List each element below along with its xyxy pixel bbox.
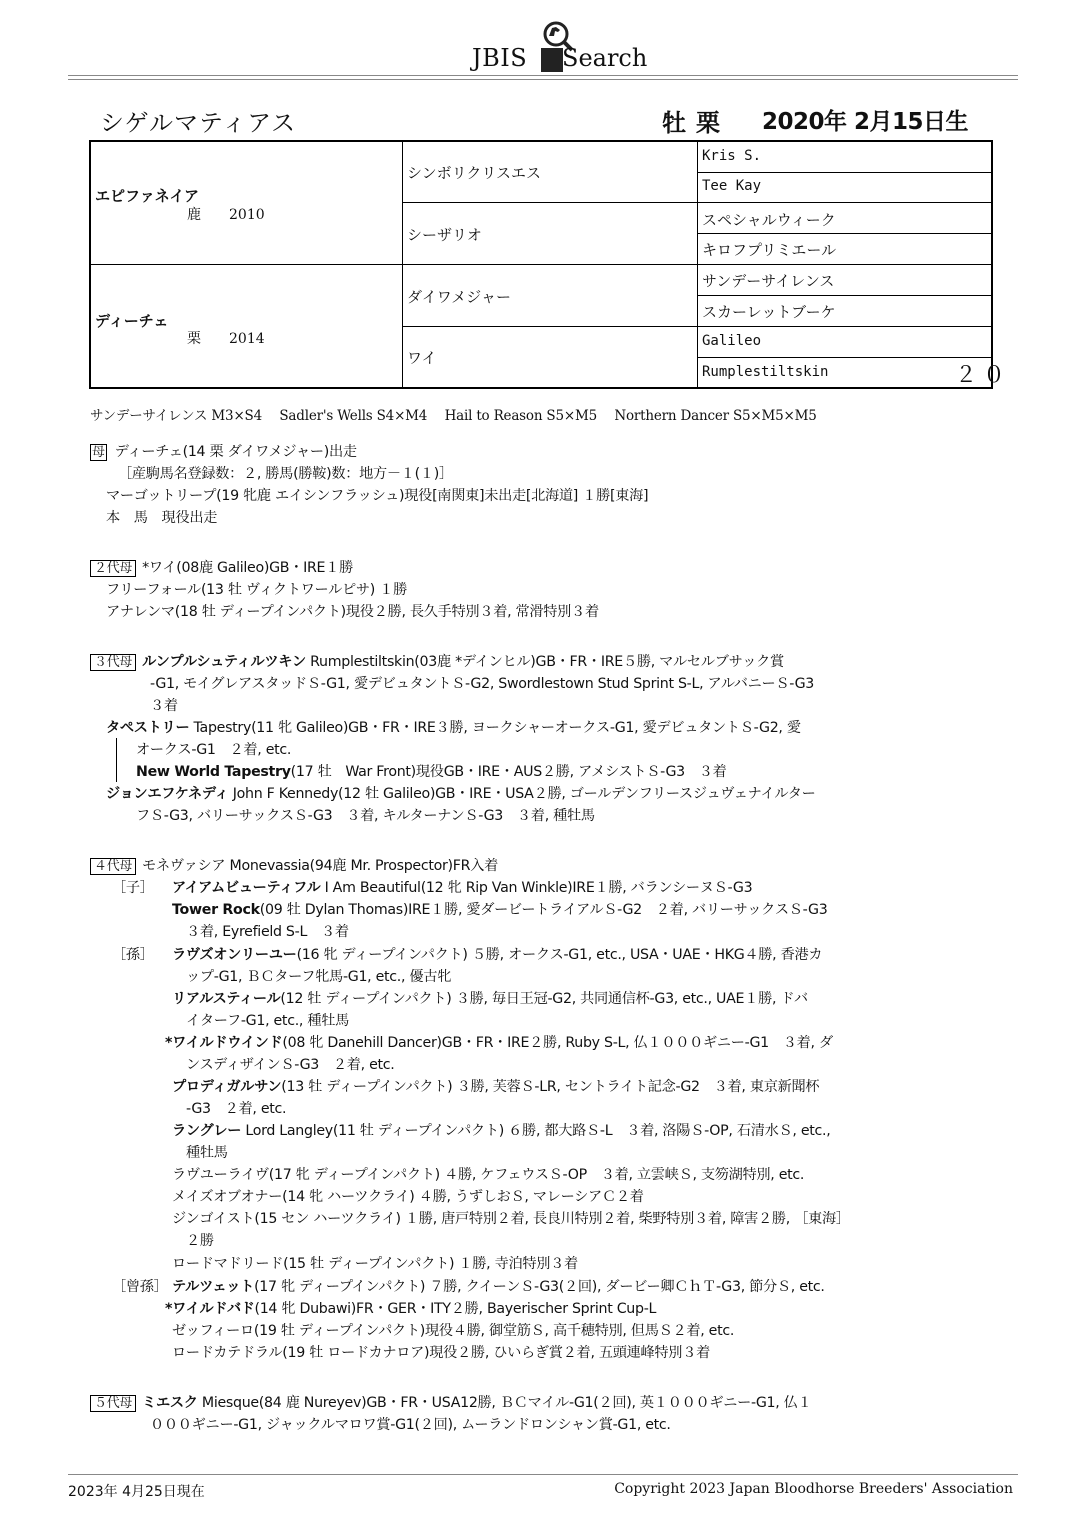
horse-name: シゲルマティアス <box>100 109 297 137</box>
gen4-grandchild-3: *ワイルドウインド(08 牝 Danehill Dancer)GB・FR・IRE２勝, Ruby S-L, 仏１０００ギニー-G1 ３着, ダ <box>165 1035 833 1051</box>
gen3-progeny-grandchild: New World Tapestry(17 牡 War Front)現役GB・IRE・AUS２勝, アメシストＳ-G3 ３着 <box>136 764 727 780</box>
progeny-name[interactable]: プロディガルサン <box>172 1079 282 1095</box>
dam-progeny-self: 本 馬 現役出走 <box>106 510 218 526</box>
ped-gen3-3[interactable]: スペシャルウィーク <box>702 211 836 229</box>
progeny-name[interactable]: *ワイルドウインド <box>165 1035 283 1051</box>
ped-gen2-dam-dam[interactable]: ワイ <box>407 349 437 367</box>
logo-search-text: Search <box>562 44 648 72</box>
gen4-child-1: アイアムビューティフル I Am Beautiful(12 牝 Rip Van Winkle)IRE１勝, バランシーヌＳ-G3 <box>172 880 753 896</box>
gen3-label: ３代母 <box>90 654 136 671</box>
gen4-cont: ３着, Eyrefield S-L ３着 <box>186 924 349 940</box>
gen3-section-line: ３代母 ルンプルシュティルツキン Rumplestiltskin(03鹿 *デインヒル)GB・FR・IRE５勝, マルセルブサック賞 <box>90 651 784 671</box>
gen3-cont: -G1, モイグレアスタッドＳ-G1, 愛デビュタントＳ-G2, Swordlestown Stud Sprint S-L, アルバニーＳ-G3 <box>150 676 815 692</box>
pedigree-table <box>89 140 1012 389</box>
gen4-grandchild-6[interactable]: ラヴユーライヴ(17 牝 ディープインパクト) ４勝, ケフェウスＳ-OP ３着, 立雲峡Ｓ, 支笏湖特別, etc. <box>172 1167 805 1183</box>
progeny-name[interactable]: Tower Rock <box>172 902 260 918</box>
gen4-grandchild-2: リアルスティール(12 牡 ディープインパクト) ３勝, 毎日王冠-G2, 共同通信杯-G3, etc., UAE１勝, ドバ <box>172 991 808 1007</box>
gen3-cont: ３着 <box>150 698 178 714</box>
gen4-great-3[interactable]: ゼッフィーロ(19 牡 ディープインパクト)現役４勝, 御堂筋Ｓ, 高千穂特別, 但馬Ｓ２着, etc. <box>172 1323 735 1339</box>
ped-gen2-dam-sire[interactable]: ダイワメジャー <box>407 288 511 306</box>
dam-progeny-summary: ［産駒馬名登録数：２, 勝馬(勝鞍)数：地方－１(１)］ <box>118 466 453 482</box>
gen4-great-4[interactable]: ロードカテドラル(19 牡 ロードカナロア)現役２勝, ひいらぎ賞２着, 五頭連峰特別３着 <box>172 1345 710 1361</box>
family-number: ２０ <box>955 363 1012 388</box>
tag-child: ［子］ <box>112 880 154 896</box>
progeny-name[interactable]: ラングレー <box>172 1123 242 1139</box>
gen4-child-2: Tower Rock(09 牡 Dylan Thomas)IRE１勝, 愛ダービートライアルＳ-G2 ２着, バリーサックスＳ-G3 <box>172 902 828 918</box>
gen4-great-2: *ワイルドバド(14 牝 Dubawi)FR・GER・ITY２勝, Bayerischer Sprint Cup-L <box>165 1301 657 1317</box>
progeny-name[interactable]: タペストリー <box>106 720 190 736</box>
gen3-progeny-1: タペストリー Tapestry(11 牝 Galileo)GB・FR・IRE３勝, ヨークシャーオークス-G1, 愛デビュタントＳ-G2, 愛 <box>106 720 801 736</box>
gen4-grandchild-7[interactable]: メイズオブオナー(14 牝 ハーツクライ) ４勝, うずしおＳ, マレーシアＣ２着 <box>172 1189 644 1205</box>
ped-gen2-sire-dam[interactable]: シーザリオ <box>407 226 482 244</box>
ped-gen3-8[interactable]: Rumplestiltskin <box>702 364 829 380</box>
dam-info: 栗 2014 <box>187 331 265 347</box>
ped-gen2-sire-sire[interactable]: シンボリクリスエス <box>407 164 542 182</box>
dam-label: 母 <box>92 445 105 460</box>
progeny-name[interactable]: ジョンエフケネディ <box>106 786 229 802</box>
ped-gen3-7[interactable]: Galileo <box>702 333 762 349</box>
sire-info: 鹿 2010 <box>187 207 265 223</box>
gen4-grandchild-9[interactable]: ロードマドリード(15 牡 ディープインパクト) １勝, 寺泊特別３着 <box>172 1256 578 1272</box>
progeny-name[interactable]: アイアムビューティフル <box>172 880 321 896</box>
tag-great-grandchild: ［曾孫］ <box>112 1279 168 1295</box>
copyright: Copyright 2023 Japan Bloodhorse Breeders' Association <box>614 1481 1013 1497</box>
progeny-name[interactable]: *ワイルドバド <box>165 1301 255 1317</box>
gen4-grandchild-4: プロディガルサン(13 牡 ディープインパクト) ３勝, 芙蓉Ｓ-LR, セントライト記念-G2 ３着, 東京新聞杯 <box>172 1079 820 1095</box>
tag-grandchild: ［孫］ <box>112 947 154 963</box>
as-of-date: 2023年 4月25日現在 <box>68 1484 205 1500</box>
pedigree-divider <box>697 295 991 296</box>
header-rule <box>68 75 1018 76</box>
progeny-name[interactable]: テルツェット <box>172 1279 255 1295</box>
gen4-grandchild-5: ラングレー Lord Langley(11 牡 ディープインパクト) ６勝, 都大路Ｓ-L ３着, 洛陽Ｓ-OP, 石清水Ｓ, etc., <box>172 1123 831 1139</box>
gen4-cont: ップ-G1, ＢＣターフ牝馬-G1, etc., 優古牝 <box>186 969 452 985</box>
logo-jbis-text: JBIS <box>472 44 528 72</box>
dam-progeny-1[interactable]: マーゴットリープ(19 牝鹿 エイシンフラッシュ)現役[南関東]未出走[北海道] １勝[東海] <box>106 488 649 504</box>
gen4-cont: ２勝 <box>186 1233 214 1249</box>
gen5-cont: ０００ギニー-G1, ジャックルマロワ賞-G1(２回), ムーランドロンシャン賞-G1, etc. <box>150 1417 671 1433</box>
gen3-progeny-2: ジョンエフケネディ John F Kennedy(12 牡 Galileo)GB・IRE・USA２勝, ゴールデンフリースジュヴェナイルター <box>106 786 816 802</box>
gen4-section-line: ４代母 モネヴァシア Monevassia(94鹿 Mr. Prospector)FR入着 <box>90 855 498 875</box>
gen4-cont: 種牡馬 <box>186 1145 228 1161</box>
gen3-dam-name[interactable]: ルンプルシュティルツキン <box>142 654 306 670</box>
gen4-great-1: テルツェット(17 牝 ディープインパクト) ７勝, クイーンＳ-G3(２回), ダービー卿ＣｈＴ-G3, 節分Ｓ, etc. <box>172 1279 825 1295</box>
gen2-progeny-2[interactable]: アナレンマ(18 牡 ディープインパクト)現役２勝, 長久手特別３着, 常滑特別３着 <box>106 604 599 620</box>
dam-name[interactable]: ディーチェ <box>95 312 169 330</box>
gen4-cont: イターフ-G1, etc., 種牡馬 <box>186 1013 349 1029</box>
pedigree-divider <box>697 357 991 358</box>
gen2-label: ２代母 <box>90 560 136 577</box>
gen3-cont: オークス-G1 ２着, etc. <box>136 742 292 758</box>
gen4-grandchild-1: ラヴズオンリーユー(16 牝 ディープインパクト) ５勝, オークス-G1, etc., USA・UAE・HKG４勝, 香港カ <box>172 947 823 963</box>
gen4-grandchild-8[interactable]: ジンゴイスト(15 セン ハーツクライ) １勝, 唐戸特別２着, 長良川特別２着, 柴野特別３着, 障害２勝, ［東海］ <box>172 1211 850 1227</box>
ped-gen3-5[interactable]: サンデーサイレンス <box>702 272 835 290</box>
ped-gen3-1[interactable]: Kris S. <box>702 148 762 164</box>
lineage-bar <box>116 738 117 782</box>
gen2-progeny-1[interactable]: フリーフォール(13 牡 ヴィクトワールピサ) １勝 <box>106 582 408 598</box>
gen3-cont: フＳ-G3, バリーサックスＳ-G3 ３着, キルターナンＳ-G3 ３着, 種牡馬 <box>136 808 595 824</box>
progeny-name[interactable]: ラヴズオンリーユー <box>172 947 297 963</box>
pedigree-divider <box>91 264 991 265</box>
pedigree-divider <box>402 202 991 203</box>
birth-date: 2020年 2月15日生 <box>762 109 969 135</box>
gen2-section-line: ２代母 *ワイ(08鹿 Galileo)GB・IRE１勝 <box>90 557 353 577</box>
footer-rule <box>68 1474 1018 1475</box>
gen4-label: ４代母 <box>90 858 136 875</box>
gen4-cont: ンスディザインＳ-G3 ２着, etc. <box>186 1057 395 1073</box>
sire-name[interactable]: エピファネイア <box>95 187 199 205</box>
dam-section-line: 母 ディーチェ(14 栗 ダイワメジャー)出走 <box>92 444 357 460</box>
ped-gen3-2[interactable]: Tee Kay <box>702 178 762 194</box>
ped-gen3-4[interactable]: キロフプリミエール <box>702 241 837 259</box>
gen5-section-line: ５代母 ミエスク Miesque(84 鹿 Nureyev)GB・FR・USA12勝, ＢＣマイル-G1(２回), 英１０００ギニー-G1, 仏１ <box>90 1392 811 1412</box>
header-rule-2 <box>68 79 1018 80</box>
gen4-cont: -G3 ２着, etc. <box>186 1101 287 1117</box>
sex-color: 牡栗 <box>662 109 730 137</box>
ped-gen3-6[interactable]: スカーレットブーケ <box>702 303 836 321</box>
gen5-label: ５代母 <box>90 1395 136 1412</box>
inbreeding-line: サンデーサイレンス M3×S4 Sadler's Wells S4×M4 Hail to Reason S5×M5 Northern Dancer S5×M5×M5 <box>90 408 817 424</box>
pedigree-divider <box>697 172 991 173</box>
gen5-dam-name[interactable]: ミエスク <box>142 1395 198 1411</box>
pedigree-divider <box>697 233 991 234</box>
jbis-search-logo[interactable] <box>470 16 648 76</box>
pedigree-divider <box>402 326 991 327</box>
progeny-name[interactable]: New World Tapestry <box>136 764 291 780</box>
progeny-name[interactable]: リアルスティール <box>172 991 281 1007</box>
